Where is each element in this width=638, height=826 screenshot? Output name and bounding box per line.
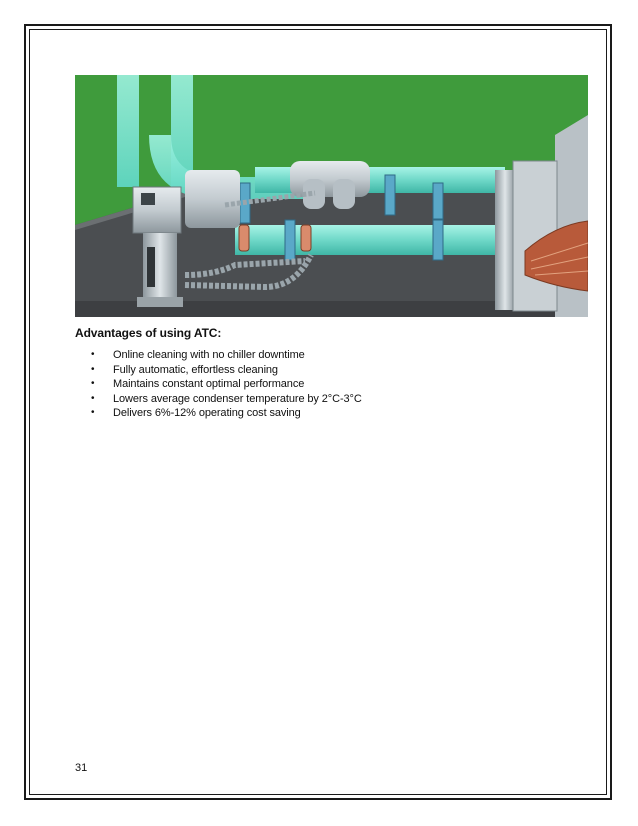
list-item <box>75 392 362 407</box>
list-item <box>75 377 362 392</box>
supply-pipe-left <box>117 75 139 187</box>
illustration-svg <box>75 75 588 317</box>
advantages-list <box>75 348 362 421</box>
bullet-icon: • <box>91 349 95 360</box>
bullet-icon: • <box>91 392 95 404</box>
list-item-text: Fully automatic, effortless cleaning <box>113 363 278 376</box>
lower-water-pipe <box>235 225 505 255</box>
page-number: 31 <box>75 762 88 774</box>
list-item-text: Delivers 6%-12% operating cost saving <box>113 407 301 419</box>
injection-tee <box>185 170 240 228</box>
sight-glass <box>239 225 249 251</box>
ball-trap-housing <box>290 161 370 197</box>
list-item <box>75 348 362 363</box>
bullet-icon: • <box>91 407 95 418</box>
advantages-heading: Advantages of using ATC: <box>75 326 222 340</box>
bullet-icon: • <box>91 378 95 389</box>
list-item <box>75 363 362 378</box>
control-panel <box>133 187 181 233</box>
atc-system-illustration <box>75 75 588 317</box>
list-item-text: Lowers average condenser temperature by 2°C-3°C <box>113 392 362 405</box>
list-item-text: Online cleaning with no chiller downtime <box>113 349 305 361</box>
bullet-icon: • <box>91 363 95 375</box>
list-item <box>75 406 362 421</box>
list-item-text: Maintains constant optimal performance <box>113 378 305 390</box>
